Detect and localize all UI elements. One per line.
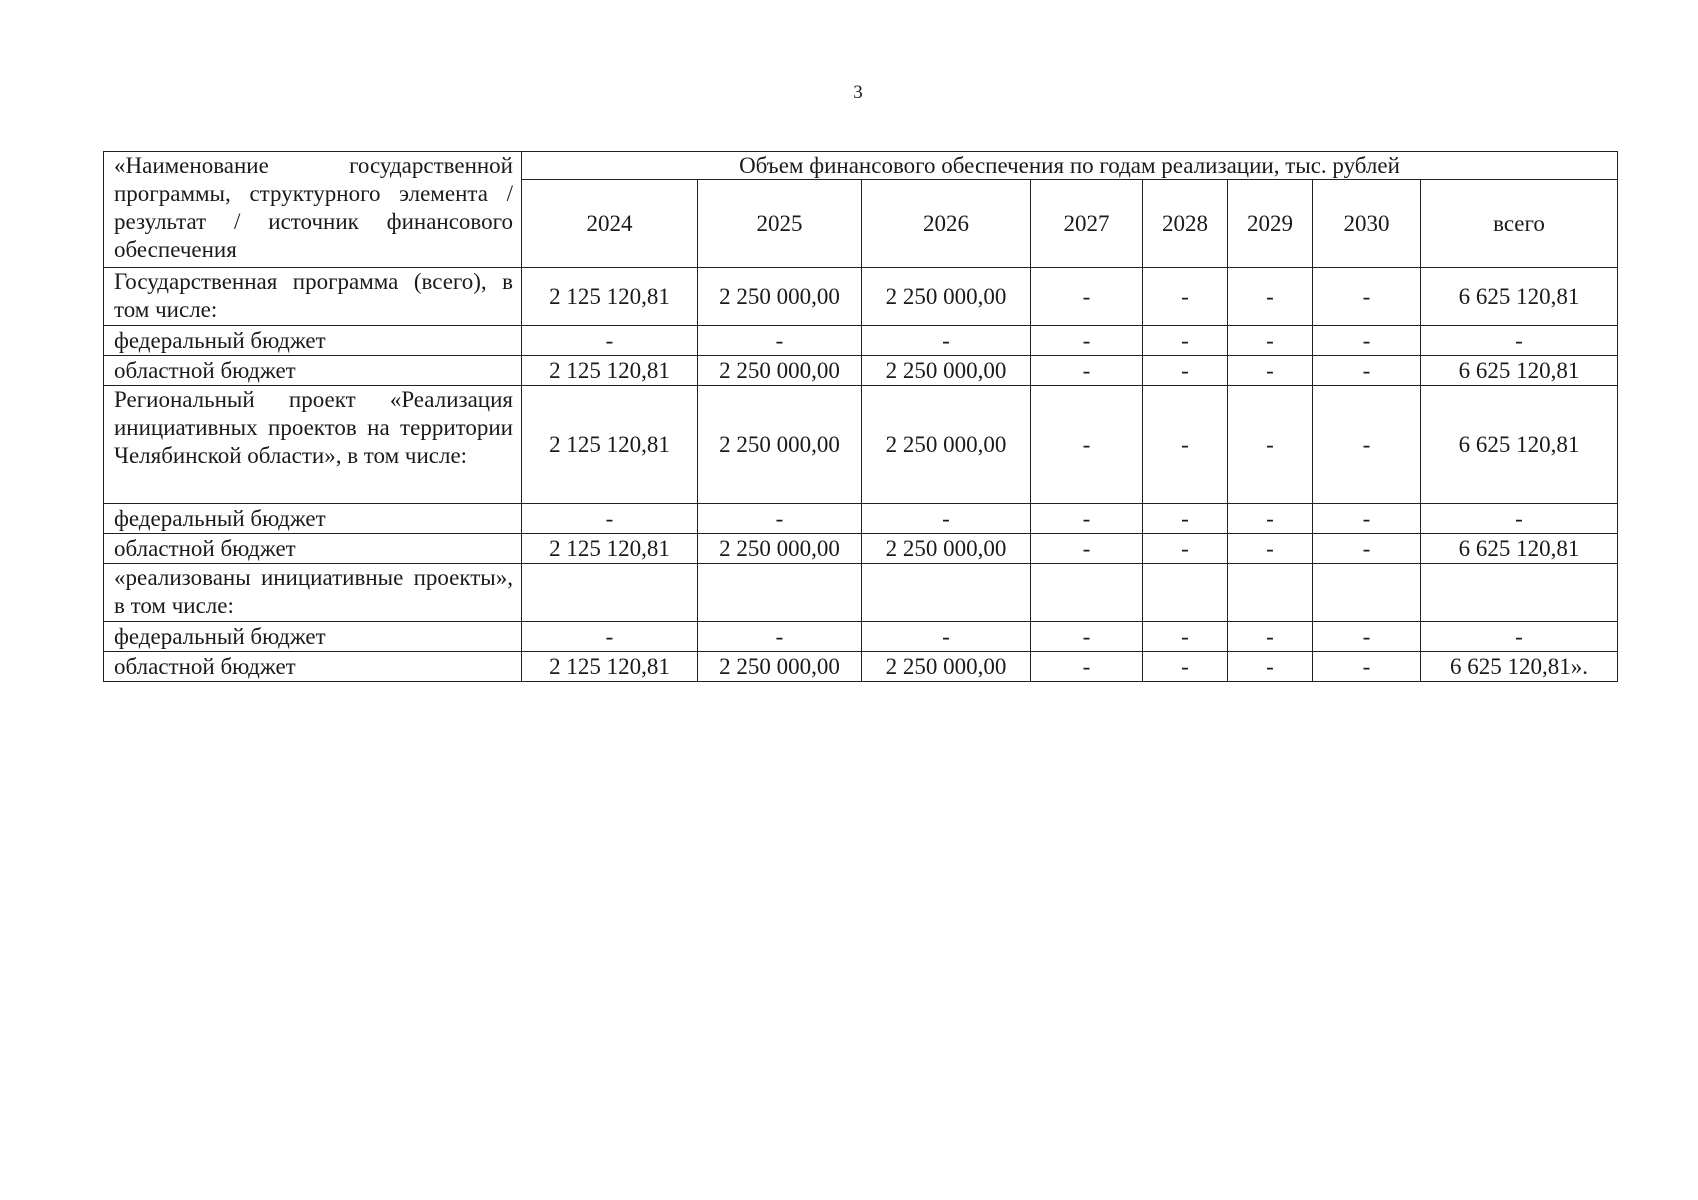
name-column-header: «Наименование государственной программы, структурного элемента / результат / источник финансового обеспечения <box>104 152 522 268</box>
amount-cell: - <box>1031 268 1143 326</box>
amount-cell: - <box>522 622 698 652</box>
total-cell: 6 625 120,81». <box>1421 652 1618 682</box>
amount-cell: - <box>1031 534 1143 564</box>
table-row <box>104 386 1618 504</box>
amount-cell <box>862 564 1031 622</box>
total-cell: - <box>1421 326 1618 356</box>
amount-cell: - <box>1031 326 1143 356</box>
table-row <box>104 504 1618 534</box>
table-row <box>104 326 1618 356</box>
amount-cell: - <box>1313 386 1421 504</box>
amount-cell <box>1313 564 1421 622</box>
amount-cell <box>1031 564 1143 622</box>
amount-cell: - <box>1143 268 1228 326</box>
year-header: 2025 <box>698 180 862 268</box>
total-cell: - <box>1421 622 1618 652</box>
table-row <box>104 564 1618 622</box>
total-cell: 6 625 120,81 <box>1421 386 1618 504</box>
table-row <box>104 652 1618 682</box>
amount-cell: - <box>1313 652 1421 682</box>
amount-cell: - <box>1228 386 1313 504</box>
amount-cell: - <box>1143 622 1228 652</box>
row-label: Государственная программа (всего), в том числе: <box>104 268 522 326</box>
amount-cell: - <box>698 326 862 356</box>
amount-cell: - <box>862 622 1031 652</box>
amount-cell: - <box>862 326 1031 356</box>
row-label: Региональный проект «Реализация инициативных проектов на территории Челябинской области», в том числе: <box>104 386 522 504</box>
amount-cell: 2 250 000,00 <box>698 356 862 386</box>
amount-cell: - <box>1313 534 1421 564</box>
total-cell: 6 625 120,81 <box>1421 268 1618 326</box>
amount-cell: 2 250 000,00 <box>698 534 862 564</box>
year-header: 2029 <box>1228 180 1313 268</box>
year-header: 2028 <box>1143 180 1228 268</box>
amount-cell: - <box>1143 356 1228 386</box>
amount-cell: - <box>1313 622 1421 652</box>
amount-cell: - <box>1031 504 1143 534</box>
header-row-1 <box>104 152 1618 180</box>
amount-cell: - <box>1228 534 1313 564</box>
amount-cell: 2 250 000,00 <box>862 386 1031 504</box>
table-row <box>104 356 1618 386</box>
table-row <box>104 268 1618 326</box>
row-label: федеральный бюджет <box>104 504 522 534</box>
amount-cell: 2 250 000,00 <box>698 268 862 326</box>
amount-cell: - <box>1313 268 1421 326</box>
table-row <box>104 622 1618 652</box>
amount-cell: - <box>1143 504 1228 534</box>
year-header: 2026 <box>862 180 1031 268</box>
year-header: 2024 <box>522 180 698 268</box>
amount-cell: - <box>522 326 698 356</box>
row-label: областной бюджет <box>104 534 522 564</box>
amount-cell: - <box>1313 356 1421 386</box>
amount-cell <box>698 564 862 622</box>
amount-cell: 2 250 000,00 <box>862 652 1031 682</box>
amount-cell <box>1143 564 1228 622</box>
amount-cell: - <box>698 622 862 652</box>
amount-cell: 2 250 000,00 <box>862 356 1031 386</box>
amount-cell: - <box>1228 622 1313 652</box>
amount-cell: - <box>1228 268 1313 326</box>
amount-cell: - <box>698 504 862 534</box>
amount-cell: - <box>1143 652 1228 682</box>
row-label: федеральный бюджет <box>104 326 522 356</box>
amount-cell: - <box>1313 504 1421 534</box>
amount-cell: 2 125 120,81 <box>522 652 698 682</box>
year-header: 2027 <box>1031 180 1143 268</box>
amount-cell: - <box>1228 652 1313 682</box>
total-cell: 6 625 120,81 <box>1421 356 1618 386</box>
row-label: «реализованы инициативные проекты», в том числе: <box>104 564 522 622</box>
amount-cell: 2 125 120,81 <box>522 356 698 386</box>
total-cell: 6 625 120,81 <box>1421 534 1618 564</box>
financing-table <box>103 151 1618 682</box>
year-header: 2030 <box>1313 180 1421 268</box>
row-label: областной бюджет <box>104 356 522 386</box>
table-row <box>104 534 1618 564</box>
amount-cell: - <box>1313 326 1421 356</box>
amount-cell: - <box>862 504 1031 534</box>
page-number: 3 <box>853 82 863 103</box>
amount-cell: - <box>1143 534 1228 564</box>
amount-cell: 2 250 000,00 <box>698 386 862 504</box>
amount-cell: 2 125 120,81 <box>522 534 698 564</box>
amount-cell: 2 250 000,00 <box>698 652 862 682</box>
amount-cell: - <box>1031 386 1143 504</box>
total-header: всего <box>1421 180 1618 268</box>
amount-cell: - <box>1031 652 1143 682</box>
total-cell <box>1421 564 1618 622</box>
amount-cell: - <box>1031 356 1143 386</box>
amount-cell: - <box>1031 622 1143 652</box>
row-label: областной бюджет <box>104 652 522 682</box>
total-cell: - <box>1421 504 1618 534</box>
amount-cell <box>1228 564 1313 622</box>
amount-cell: - <box>1143 326 1228 356</box>
amount-cell: - <box>1228 356 1313 386</box>
amount-cell: - <box>522 504 698 534</box>
amount-cell: 2 250 000,00 <box>862 534 1031 564</box>
amount-cell: 2 125 120,81 <box>522 386 698 504</box>
amount-cell: - <box>1228 504 1313 534</box>
amount-cell: 2 250 000,00 <box>862 268 1031 326</box>
row-label: федеральный бюджет <box>104 622 522 652</box>
amount-cell: - <box>1143 386 1228 504</box>
funding-volume-header: Объем финансового обеспечения по годам реализации, тыс. рублей <box>522 152 1618 180</box>
amount-cell <box>522 564 698 622</box>
amount-cell: - <box>1228 326 1313 356</box>
amount-cell: 2 125 120,81 <box>522 268 698 326</box>
